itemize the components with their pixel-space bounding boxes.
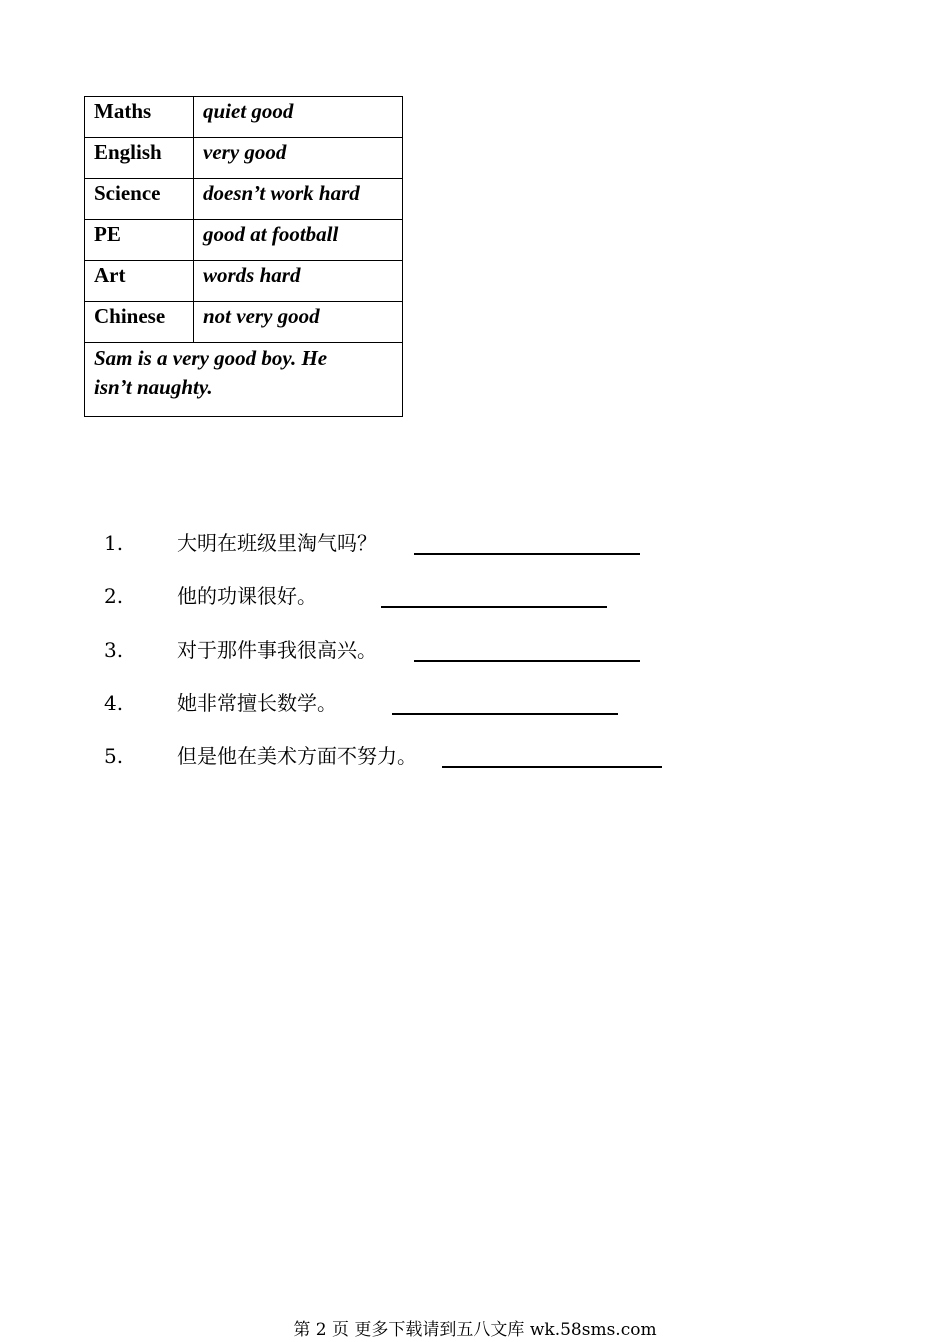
page-footer: 第 2 页 更多下载请到五八文库 wk.58sms.com [293,1320,657,1340]
comment-cell: good at football [194,220,403,261]
summary-line-1: Sam is a very good boy. He [94,346,328,370]
question-number: 5. [104,744,124,769]
subject-cell: PE [85,220,194,261]
comment-cell: words hard [194,261,403,302]
table-row [85,343,403,417]
summary-line-2: isn’t naughty. [94,375,213,399]
question-text: 对于那件事我很高兴。 [177,637,377,662]
answer-blank[interactable] [414,553,640,555]
subject-cell: English [85,138,194,179]
table-row [85,261,403,302]
question-item [104,737,704,790]
translation-questions [104,524,704,790]
question-text: 大明在班级里淘气吗？ [177,531,377,555]
answer-blank[interactable] [414,660,640,662]
question-text: 但是他在美术方面不努力。 [177,744,417,769]
question-item [104,524,704,577]
answer-blank[interactable] [392,713,618,715]
question-number: 3. [104,637,124,662]
question-number: 1. [104,531,124,555]
question-item [104,631,704,684]
summary-cell [85,343,403,417]
subject-cell: Maths [85,97,194,138]
comment-cell: very good [194,138,403,179]
question-text: 他的功课很好。 [177,584,317,609]
answer-blank[interactable] [442,766,662,768]
table-row [85,138,403,179]
table-row [85,179,403,220]
comment-cell: not very good [194,302,403,343]
question-number: 2. [104,584,124,609]
answer-blank[interactable] [381,606,607,608]
subject-cell: Chinese [85,302,194,343]
comment-cell: doesn’t work hard [194,179,403,220]
table-row [85,220,403,261]
table-row [85,97,403,138]
subject-cell: Science [85,179,194,220]
report-card-table [84,96,403,417]
question-text: 她非常擅长数学。 [177,690,337,715]
subject-cell: Art [85,261,194,302]
comment-cell: quiet good [194,97,403,138]
question-item [104,577,704,630]
question-item [104,684,704,737]
table-row [85,302,403,343]
question-number: 4. [104,690,124,715]
